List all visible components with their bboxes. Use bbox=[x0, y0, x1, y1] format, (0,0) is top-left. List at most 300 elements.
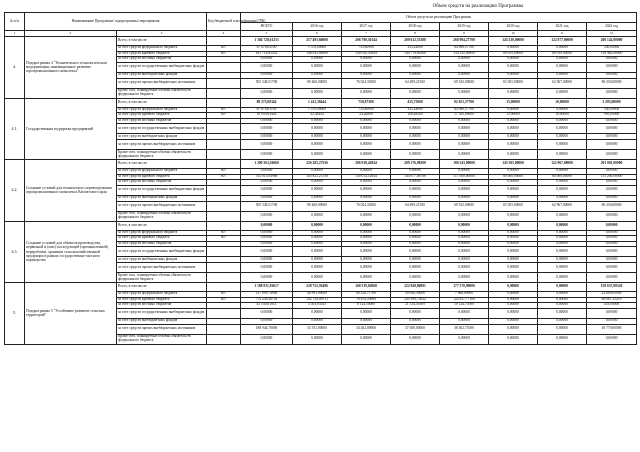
amount-cell: 0,00000 bbox=[293, 150, 342, 160]
amount-cell: 0,00000 bbox=[538, 283, 587, 292]
amount-cell: 0,00000 bbox=[293, 88, 342, 98]
amount-cell: 10,00000 bbox=[538, 98, 587, 107]
column-number: 6 bbox=[293, 31, 342, 37]
amount-cell: 435,75000 bbox=[391, 98, 440, 107]
amount-cell: 0,00000 bbox=[489, 124, 538, 134]
amount-cell: 60 010,00000 bbox=[538, 51, 587, 57]
amount-cell: 330,00000 bbox=[587, 46, 637, 52]
amount-cell: 0,00000 bbox=[587, 88, 637, 98]
amount-cell: 0,00000 bbox=[489, 118, 538, 124]
amount-cell: 0,00000 bbox=[489, 318, 538, 324]
amount-cell: 115 200,00000 bbox=[587, 174, 637, 180]
amount-cell: 0,00000 bbox=[342, 334, 391, 344]
amount-cell: 69 543,00000 bbox=[440, 78, 489, 88]
amount-cell: 0,00000 bbox=[587, 318, 637, 324]
column-number: 2 bbox=[25, 31, 117, 37]
amount-cell: 122 967,00000 bbox=[538, 160, 587, 169]
amount-cell: 209 612,53388 bbox=[391, 37, 440, 46]
kbk-code: 807 bbox=[207, 297, 241, 303]
amount-cell: 0,00000 bbox=[440, 241, 489, 247]
amount-cell: 168 319,02868 bbox=[342, 283, 391, 292]
amount-cell: 0,00000 bbox=[489, 134, 538, 140]
amount-cell: 268 994,27700 bbox=[440, 37, 489, 46]
amount-cell: 76 024,30200 bbox=[342, 78, 391, 88]
kbk-code: 807 bbox=[207, 230, 241, 236]
amount-cell: 1 370,00000 bbox=[293, 46, 342, 52]
column-number: 9 bbox=[440, 31, 489, 37]
amount-cell: 0,00000 bbox=[489, 324, 538, 334]
amount-cell: 0,00000 bbox=[538, 180, 587, 186]
amount-cell: 0,00000 bbox=[241, 318, 293, 324]
amount-cell: 0,00000 bbox=[489, 185, 538, 195]
amount-cell: 0,00000 bbox=[538, 107, 587, 113]
amount-cell: 0,00000 bbox=[440, 318, 489, 324]
funding-source-label: за счет средств краевого бюджета bbox=[117, 51, 207, 57]
amount-cell: 631 714,65432 bbox=[241, 51, 293, 57]
amount-cell: 0,00000 bbox=[440, 62, 489, 72]
column-number: 12 bbox=[587, 31, 637, 37]
amount-cell: 0,00000 bbox=[538, 57, 587, 63]
amount-cell: 0,00000 bbox=[241, 257, 293, 263]
kbk-code bbox=[207, 88, 241, 98]
kbk-code bbox=[207, 221, 241, 230]
amount-cell: 0,00000 bbox=[391, 140, 440, 150]
funding-source-label: Всего, в том числе: bbox=[117, 37, 207, 46]
amount-cell: 222 949,86991 bbox=[391, 283, 440, 292]
amount-cell: 0,00000 bbox=[587, 124, 637, 134]
amount-cell: 0,00000 bbox=[241, 88, 293, 98]
amount-cell: 0,00000 bbox=[293, 195, 342, 201]
amount-cell: 0,00000 bbox=[241, 62, 293, 72]
amount-cell: 0,00000 bbox=[489, 297, 538, 303]
amount-cell: 0,00000 bbox=[440, 308, 489, 318]
amount-cell: 0,00000 bbox=[489, 292, 538, 298]
amount-cell: 0,00000 bbox=[293, 334, 342, 344]
kbk-code bbox=[207, 324, 241, 334]
amount-cell: 21 314,50169 bbox=[391, 303, 440, 309]
amount-cell: 0,00000 bbox=[391, 195, 440, 201]
header-years-group: Объем средств на реализацию Программы bbox=[241, 13, 637, 23]
amount-cell: 0,00000 bbox=[241, 180, 293, 186]
amount-cell: 0,00000 bbox=[391, 72, 440, 78]
kbk-code bbox=[207, 62, 241, 72]
amount-cell: 0,00000 bbox=[538, 318, 587, 324]
amount-cell: 0,00000 bbox=[391, 62, 440, 72]
amount-cell: 0,00000 bbox=[440, 124, 489, 134]
amount-cell: 0,00000 bbox=[489, 62, 538, 72]
amount-cell: 0,00000 bbox=[538, 150, 587, 160]
amount-cell: 0,00000 bbox=[293, 72, 342, 78]
column-number: 1 bbox=[5, 31, 25, 37]
amount-cell: 117 000,00000 bbox=[440, 174, 489, 180]
amount-cell: 10,00000 bbox=[538, 113, 587, 119]
amount-cell: 0,00000 bbox=[440, 150, 489, 160]
amount-cell: 186 343,00000 bbox=[440, 160, 489, 169]
amount-cell: 80 035,00000 bbox=[489, 51, 538, 57]
sheet-title: Объем средств на реализацию Программы bbox=[432, 4, 524, 9]
amount-cell: 0,00000 bbox=[587, 247, 637, 257]
amount-cell: 0,00000 bbox=[538, 303, 587, 309]
amount-cell: 29 636,39000 bbox=[391, 292, 440, 298]
header-name: Наименование Программы/ подпрограммы/ мероприятия bbox=[25, 13, 207, 31]
funding-source-label: за счет средств местных бюджетов bbox=[117, 180, 207, 186]
kbk-code bbox=[207, 140, 241, 150]
table-row bbox=[5, 221, 637, 230]
amount-cell: 733,80900 bbox=[342, 107, 391, 113]
column-number: 3 bbox=[117, 31, 207, 37]
amount-cell: 0,00000 bbox=[489, 57, 538, 63]
amount-cell: 1 200 563,56660 bbox=[241, 160, 293, 169]
kbk-code bbox=[207, 98, 241, 107]
funding-source-label: за счет средств внебюджетных фондов bbox=[117, 72, 207, 78]
column-number: 8 bbox=[391, 31, 440, 37]
funding-source-label: за счет средств местных бюджетов bbox=[117, 57, 207, 63]
amount-cell: 0,00000 bbox=[587, 185, 637, 195]
header-col: 2019 год bbox=[440, 23, 489, 31]
amount-cell: 3 295,00000 bbox=[587, 98, 637, 107]
amount-cell: 0,00000 bbox=[293, 273, 342, 283]
header-col: 2018 год bbox=[391, 23, 440, 31]
amount-cell: 1 188 831,92617 bbox=[241, 283, 293, 292]
amount-cell: 0,00000 bbox=[587, 211, 637, 221]
amount-cell: 0,00000 bbox=[489, 263, 538, 273]
amount-cell: 0,00000 bbox=[391, 257, 440, 263]
amount-cell: 24,26800 bbox=[342, 113, 391, 119]
amount-cell: 0,00000 bbox=[293, 257, 342, 263]
amount-cell: 0,00000 bbox=[538, 292, 587, 298]
table-row bbox=[5, 98, 637, 107]
amount-cell: 0,00000 bbox=[293, 118, 342, 124]
amount-cell: 49 250,71780 bbox=[342, 292, 391, 298]
amount-cell: 0,00000 bbox=[391, 236, 440, 242]
funding-source-label: Всего, в том числе: bbox=[117, 283, 207, 292]
amount-cell: 0,00000 bbox=[342, 318, 391, 324]
amount-cell: 335,24000 bbox=[391, 107, 440, 113]
amount-cell: 0,00000 bbox=[293, 211, 342, 221]
amount-cell: 144 778,80388 bbox=[391, 51, 440, 57]
kbk-code: 807 bbox=[207, 107, 241, 113]
amount-cell: 0,00000 bbox=[391, 88, 440, 98]
column-number: 10 bbox=[489, 31, 538, 37]
amount-cell: 0,00000 bbox=[342, 62, 391, 72]
amount-cell: 0,00000 bbox=[342, 221, 391, 230]
amount-cell: 0,00000 bbox=[342, 57, 391, 63]
amount-cell: 0,00000 bbox=[587, 150, 637, 160]
amount-cell: 0,00000 bbox=[538, 273, 587, 283]
amount-cell: 226 283,27556 bbox=[293, 160, 342, 169]
amount-cell: 702 015,04968 bbox=[241, 174, 293, 180]
amount-cell: 0,00000 bbox=[293, 230, 342, 236]
amount-cell: 158 637,08320 bbox=[587, 283, 637, 292]
kbk-code: 807 bbox=[207, 51, 241, 57]
header-col: ВСЕГО bbox=[241, 23, 293, 31]
funding-source-label: за счет средств местных бюджетов bbox=[117, 241, 207, 247]
kbk-code: 807 bbox=[207, 113, 241, 119]
amount-cell: 0,00000 bbox=[489, 236, 538, 242]
amount-cell: 0,00000 bbox=[342, 211, 391, 221]
funding-source-label: Всего, в том числе: bbox=[117, 160, 207, 169]
amount-cell: 201 001,00000 bbox=[587, 160, 637, 169]
amount-cell: 0,00000 bbox=[241, 118, 293, 124]
amount-cell: 0,00000 bbox=[342, 257, 391, 263]
amount-cell: 0,00000 bbox=[440, 211, 489, 221]
amount-cell: 37 050,00000 bbox=[391, 324, 440, 334]
amount-cell: 0,00000 bbox=[342, 273, 391, 283]
amount-cell: 0,00000 bbox=[538, 324, 587, 334]
header-col: 2020 год bbox=[489, 23, 538, 31]
amount-cell: 130 014,12644 bbox=[342, 174, 391, 180]
amount-cell: 0,00000 bbox=[538, 169, 587, 175]
amount-cell: 0,00000 bbox=[293, 247, 342, 257]
amount-cell: 0,00000 bbox=[440, 247, 489, 257]
amount-cell: 0,00000 bbox=[342, 169, 391, 175]
amount-cell: 0,00000 bbox=[391, 118, 440, 124]
amount-cell: 0,00000 bbox=[489, 283, 538, 292]
amount-cell: 0,00000 bbox=[293, 241, 342, 247]
amount-cell: 86 350,00000 bbox=[587, 201, 637, 211]
amount-cell: 0,00000 bbox=[391, 247, 440, 257]
amount-cell: 0,00000 bbox=[587, 241, 637, 247]
amount-cell: 733,80900 bbox=[342, 46, 391, 52]
amount-cell: 0,00000 bbox=[538, 195, 587, 201]
amount-cell: 0,00000 bbox=[538, 221, 587, 230]
amount-cell: 0,00000 bbox=[391, 180, 440, 186]
amount-cell: 144 677,08708 bbox=[391, 174, 440, 180]
amount-cell: 0,00000 bbox=[538, 134, 587, 140]
amount-cell: 0,00000 bbox=[440, 221, 489, 230]
amount-cell: 38 302,71000 bbox=[440, 324, 489, 334]
amount-cell: 0,00000 bbox=[293, 318, 342, 324]
amount-cell: 245 996,73832 bbox=[391, 297, 440, 303]
amount-cell: 0,00000 bbox=[391, 334, 440, 344]
amount-cell: 1 370,00000 bbox=[293, 107, 342, 113]
amount-cell: 209 176,08208 bbox=[391, 160, 440, 169]
funding-source-label: за счет средств краевого бюджета bbox=[117, 113, 207, 119]
amount-cell: 62 967,00000 bbox=[538, 78, 587, 88]
amount-cell: 0,00000 bbox=[538, 334, 587, 344]
header-row-1 bbox=[5, 13, 637, 23]
amount-cell: 0,00000 bbox=[489, 211, 538, 221]
amount-cell: 0,00000 bbox=[391, 185, 440, 195]
amount-cell: 78 676,59960 bbox=[342, 297, 391, 303]
amount-cell: 0,00000 bbox=[489, 72, 538, 78]
amount-cell: 0,00000 bbox=[241, 72, 293, 78]
table-row bbox=[5, 37, 637, 46]
amount-cell: 0,00000 bbox=[587, 230, 637, 236]
amount-cell: 0,00000 bbox=[538, 308, 587, 318]
amount-cell: 145 823,27556 bbox=[293, 174, 342, 180]
amount-cell: 0,00000 bbox=[538, 263, 587, 273]
amount-cell: 80 460,00000 bbox=[293, 201, 342, 211]
amount-cell: 0,00000 bbox=[587, 118, 637, 124]
amount-cell: 330,00000 bbox=[587, 107, 637, 113]
amount-cell: 0,00000 bbox=[489, 241, 538, 247]
amount-cell: 86 887,15210 bbox=[587, 297, 637, 303]
amount-cell: 67 678,63100 bbox=[241, 46, 293, 52]
header-col: 2021 год bbox=[538, 23, 587, 31]
amount-cell: 0,00000 bbox=[489, 273, 538, 283]
amount-cell: 0,00000 bbox=[538, 230, 587, 236]
amount-cell: 0,00000 bbox=[391, 273, 440, 283]
row-number: 5. bbox=[5, 283, 25, 345]
amount-cell: 0,00000 bbox=[489, 308, 538, 318]
kbk-code bbox=[207, 185, 241, 195]
funding-source-label: Всего, в том числе: bbox=[117, 221, 207, 230]
amount-cell: 0,00000 bbox=[440, 180, 489, 186]
funding-source-label: за счет средств прочих внебюджетных источников bbox=[117, 140, 207, 150]
amount-cell: 0,00000 bbox=[391, 134, 440, 140]
amount-cell: 0,00000 bbox=[342, 236, 391, 242]
amount-cell: 0,00000 bbox=[293, 57, 342, 63]
kbk-code bbox=[207, 247, 241, 257]
amount-cell: 0,00000 bbox=[342, 263, 391, 273]
amount-cell: 0,00000 bbox=[538, 247, 587, 257]
amount-cell: 0,00000 bbox=[293, 263, 342, 273]
row-number: 4.2. bbox=[5, 160, 25, 222]
amount-cell: 0,00000 bbox=[293, 308, 342, 318]
amount-cell: 69 543,00000 bbox=[440, 201, 489, 211]
funding-source-label: за счет средств федерального бюджета bbox=[117, 46, 207, 52]
amount-cell: 0,00000 bbox=[293, 180, 342, 186]
amount-cell: 0,00000 bbox=[440, 236, 489, 242]
amount-cell: 0,00000 bbox=[587, 62, 637, 72]
amount-cell: 88 275,00344 bbox=[241, 98, 293, 107]
kbk-code: 807 bbox=[207, 292, 241, 298]
amount-cell: 134 545,00000 bbox=[440, 51, 489, 57]
row-number: 4. bbox=[5, 37, 25, 99]
funding-source-label: за счет средств краевого бюджета bbox=[117, 297, 207, 303]
amount-cell: 64 499,21500 bbox=[391, 201, 440, 211]
amount-cell: 86 350,00000 bbox=[587, 78, 637, 88]
kbk-code bbox=[207, 160, 241, 169]
amount-cell: 0,00000 bbox=[391, 241, 440, 247]
amount-cell: 0,00000 bbox=[342, 150, 391, 160]
amount-cell: 34 262,00000 bbox=[342, 324, 391, 334]
kbk-code bbox=[207, 150, 241, 160]
amount-cell: 774 256,46703 bbox=[241, 297, 293, 303]
amount-cell: 0,00000 bbox=[241, 241, 293, 247]
amount-cell: 0,00000 bbox=[342, 185, 391, 195]
header-col: 2016 год bbox=[293, 23, 342, 31]
amount-cell: 0,00000 bbox=[241, 334, 293, 344]
amount-cell: 0,00000 bbox=[293, 140, 342, 150]
amount-cell: 0,00000 bbox=[241, 221, 293, 230]
amount-cell: 0,00000 bbox=[538, 257, 587, 263]
amount-cell: 0,00000 bbox=[293, 236, 342, 242]
amount-cell: 188 944,70000 bbox=[241, 324, 293, 334]
amount-cell: 0,00000 bbox=[241, 263, 293, 273]
amount-cell: 0,00000 bbox=[440, 169, 489, 175]
amount-cell: 0,00000 bbox=[489, 303, 538, 309]
kbk-code bbox=[207, 211, 241, 221]
program-name: Подпрограмма 5 "Устойчивое развитие сельских территорий" bbox=[25, 283, 117, 345]
amount-cell: 0,00000 bbox=[440, 140, 489, 150]
amount-cell: 0,00000 bbox=[489, 195, 538, 201]
funding-source-label: за счет средств федерального бюджета bbox=[117, 292, 207, 298]
amount-cell: 0,00000 bbox=[342, 140, 391, 150]
funding-source-label: Кроме того, планируемые объемы обязательств федерального бюджета bbox=[117, 211, 207, 221]
amount-cell: 76 024,30200 bbox=[342, 201, 391, 211]
amount-cell: 0,00000 bbox=[489, 221, 538, 230]
funding-source-label: за счет средств федерального бюджета bbox=[117, 169, 207, 175]
amount-cell: 0,00000 bbox=[342, 180, 391, 186]
amount-cell: 15,00000 bbox=[489, 113, 538, 119]
funding-source-label: за счет средств государственных внебюджетных фондов bbox=[117, 124, 207, 134]
kbk-code: 807 bbox=[207, 236, 241, 242]
amount-cell: 0,00000 bbox=[538, 62, 587, 72]
kbk-code: 807 bbox=[207, 46, 241, 52]
amount-cell: 148 043,00000 bbox=[293, 51, 342, 57]
column-number: 4 bbox=[207, 31, 241, 37]
amount-cell: 0,00000 bbox=[489, 257, 538, 263]
amount-cell: 0,00000 bbox=[342, 195, 391, 201]
amount-cell: 0,00000 bbox=[440, 230, 489, 236]
amount-cell: 0,00000 bbox=[440, 88, 489, 98]
amount-cell: 0,00000 bbox=[293, 169, 342, 175]
amount-cell: 0,00000 bbox=[587, 236, 637, 242]
amount-cell: 0,00000 bbox=[538, 46, 587, 52]
amount-cell: 17 545,00000 bbox=[440, 113, 489, 119]
amount-cell: 80 460,00000 bbox=[293, 78, 342, 88]
kbk-code bbox=[207, 263, 241, 273]
amount-cell: 0,00000 bbox=[293, 134, 342, 140]
amount-cell: 0,00000 bbox=[587, 169, 637, 175]
amount-cell: 0,00000 bbox=[440, 273, 489, 283]
funding-source-label: Всего, в том числе: bbox=[117, 98, 207, 107]
amount-cell: 0,00000 bbox=[440, 257, 489, 263]
funding-source-label: за счет средств федерального бюджета bbox=[117, 230, 207, 236]
amount-cell: 1 412,38444 bbox=[293, 98, 342, 107]
funding-source-label: за счет средств краевого бюджета bbox=[117, 236, 207, 242]
amount-cell: 177 570,99000 bbox=[440, 283, 489, 292]
amount-cell: 0,00000 bbox=[391, 318, 440, 324]
amount-cell: 0,00000 bbox=[440, 57, 489, 63]
amount-cell: 67 678,63100 bbox=[241, 107, 293, 113]
column-number: 5 bbox=[241, 31, 293, 37]
amount-cell: 0,00000 bbox=[342, 118, 391, 124]
funding-source-label: за счет средств государственных внебюджетных фондов bbox=[117, 62, 207, 72]
amount-cell: 130 030,39444 bbox=[342, 51, 391, 57]
program-name: Создание условий для технического перевооружения агропромышленного комплекса Камчатского края bbox=[25, 160, 117, 222]
funding-source-label: Кроме того, планируемые объемы обязательств федерального бюджета bbox=[117, 150, 207, 160]
amount-cell: 64 988,57700 bbox=[440, 107, 489, 113]
amount-cell: 145 538,00000 bbox=[489, 37, 538, 46]
amount-cell: 0,00000 bbox=[538, 185, 587, 195]
amount-cell: 0,00000 bbox=[440, 185, 489, 195]
amount-cell: 0,00000 bbox=[587, 257, 637, 263]
amount-cell: 1 304 728,61233 bbox=[241, 37, 293, 46]
amount-cell: 0,00000 bbox=[241, 230, 293, 236]
amount-cell: 335,24000 bbox=[391, 46, 440, 52]
amount-cell: 0,00000 bbox=[342, 124, 391, 134]
kbk-code bbox=[207, 201, 241, 211]
amount-cell: 0,00000 bbox=[538, 118, 587, 124]
row-number: 4.1. bbox=[5, 98, 25, 160]
amount-cell: 65 505,00000 bbox=[489, 78, 538, 88]
program-name: Подпрограмма 4 "Техническая и технологическая модернизация, инновационное развитие агропромышленного комплекса" bbox=[25, 37, 117, 99]
amount-cell: 0,00000 bbox=[293, 221, 342, 230]
header-col: 2022 год bbox=[587, 23, 637, 31]
amount-cell: 0,00000 bbox=[489, 169, 538, 175]
amount-cell: 0,00000 bbox=[587, 308, 637, 318]
amount-cell: 0,00000 bbox=[391, 124, 440, 134]
kbk-code bbox=[207, 283, 241, 292]
amount-cell: 206 790,50144 bbox=[342, 37, 391, 46]
amount-cell: 453,00000 bbox=[587, 303, 637, 309]
amount-cell: 5 503,83545 bbox=[293, 303, 342, 309]
amount-cell: 41 530,01014 bbox=[241, 303, 293, 309]
amount-cell: 206 038,42844 bbox=[342, 160, 391, 169]
